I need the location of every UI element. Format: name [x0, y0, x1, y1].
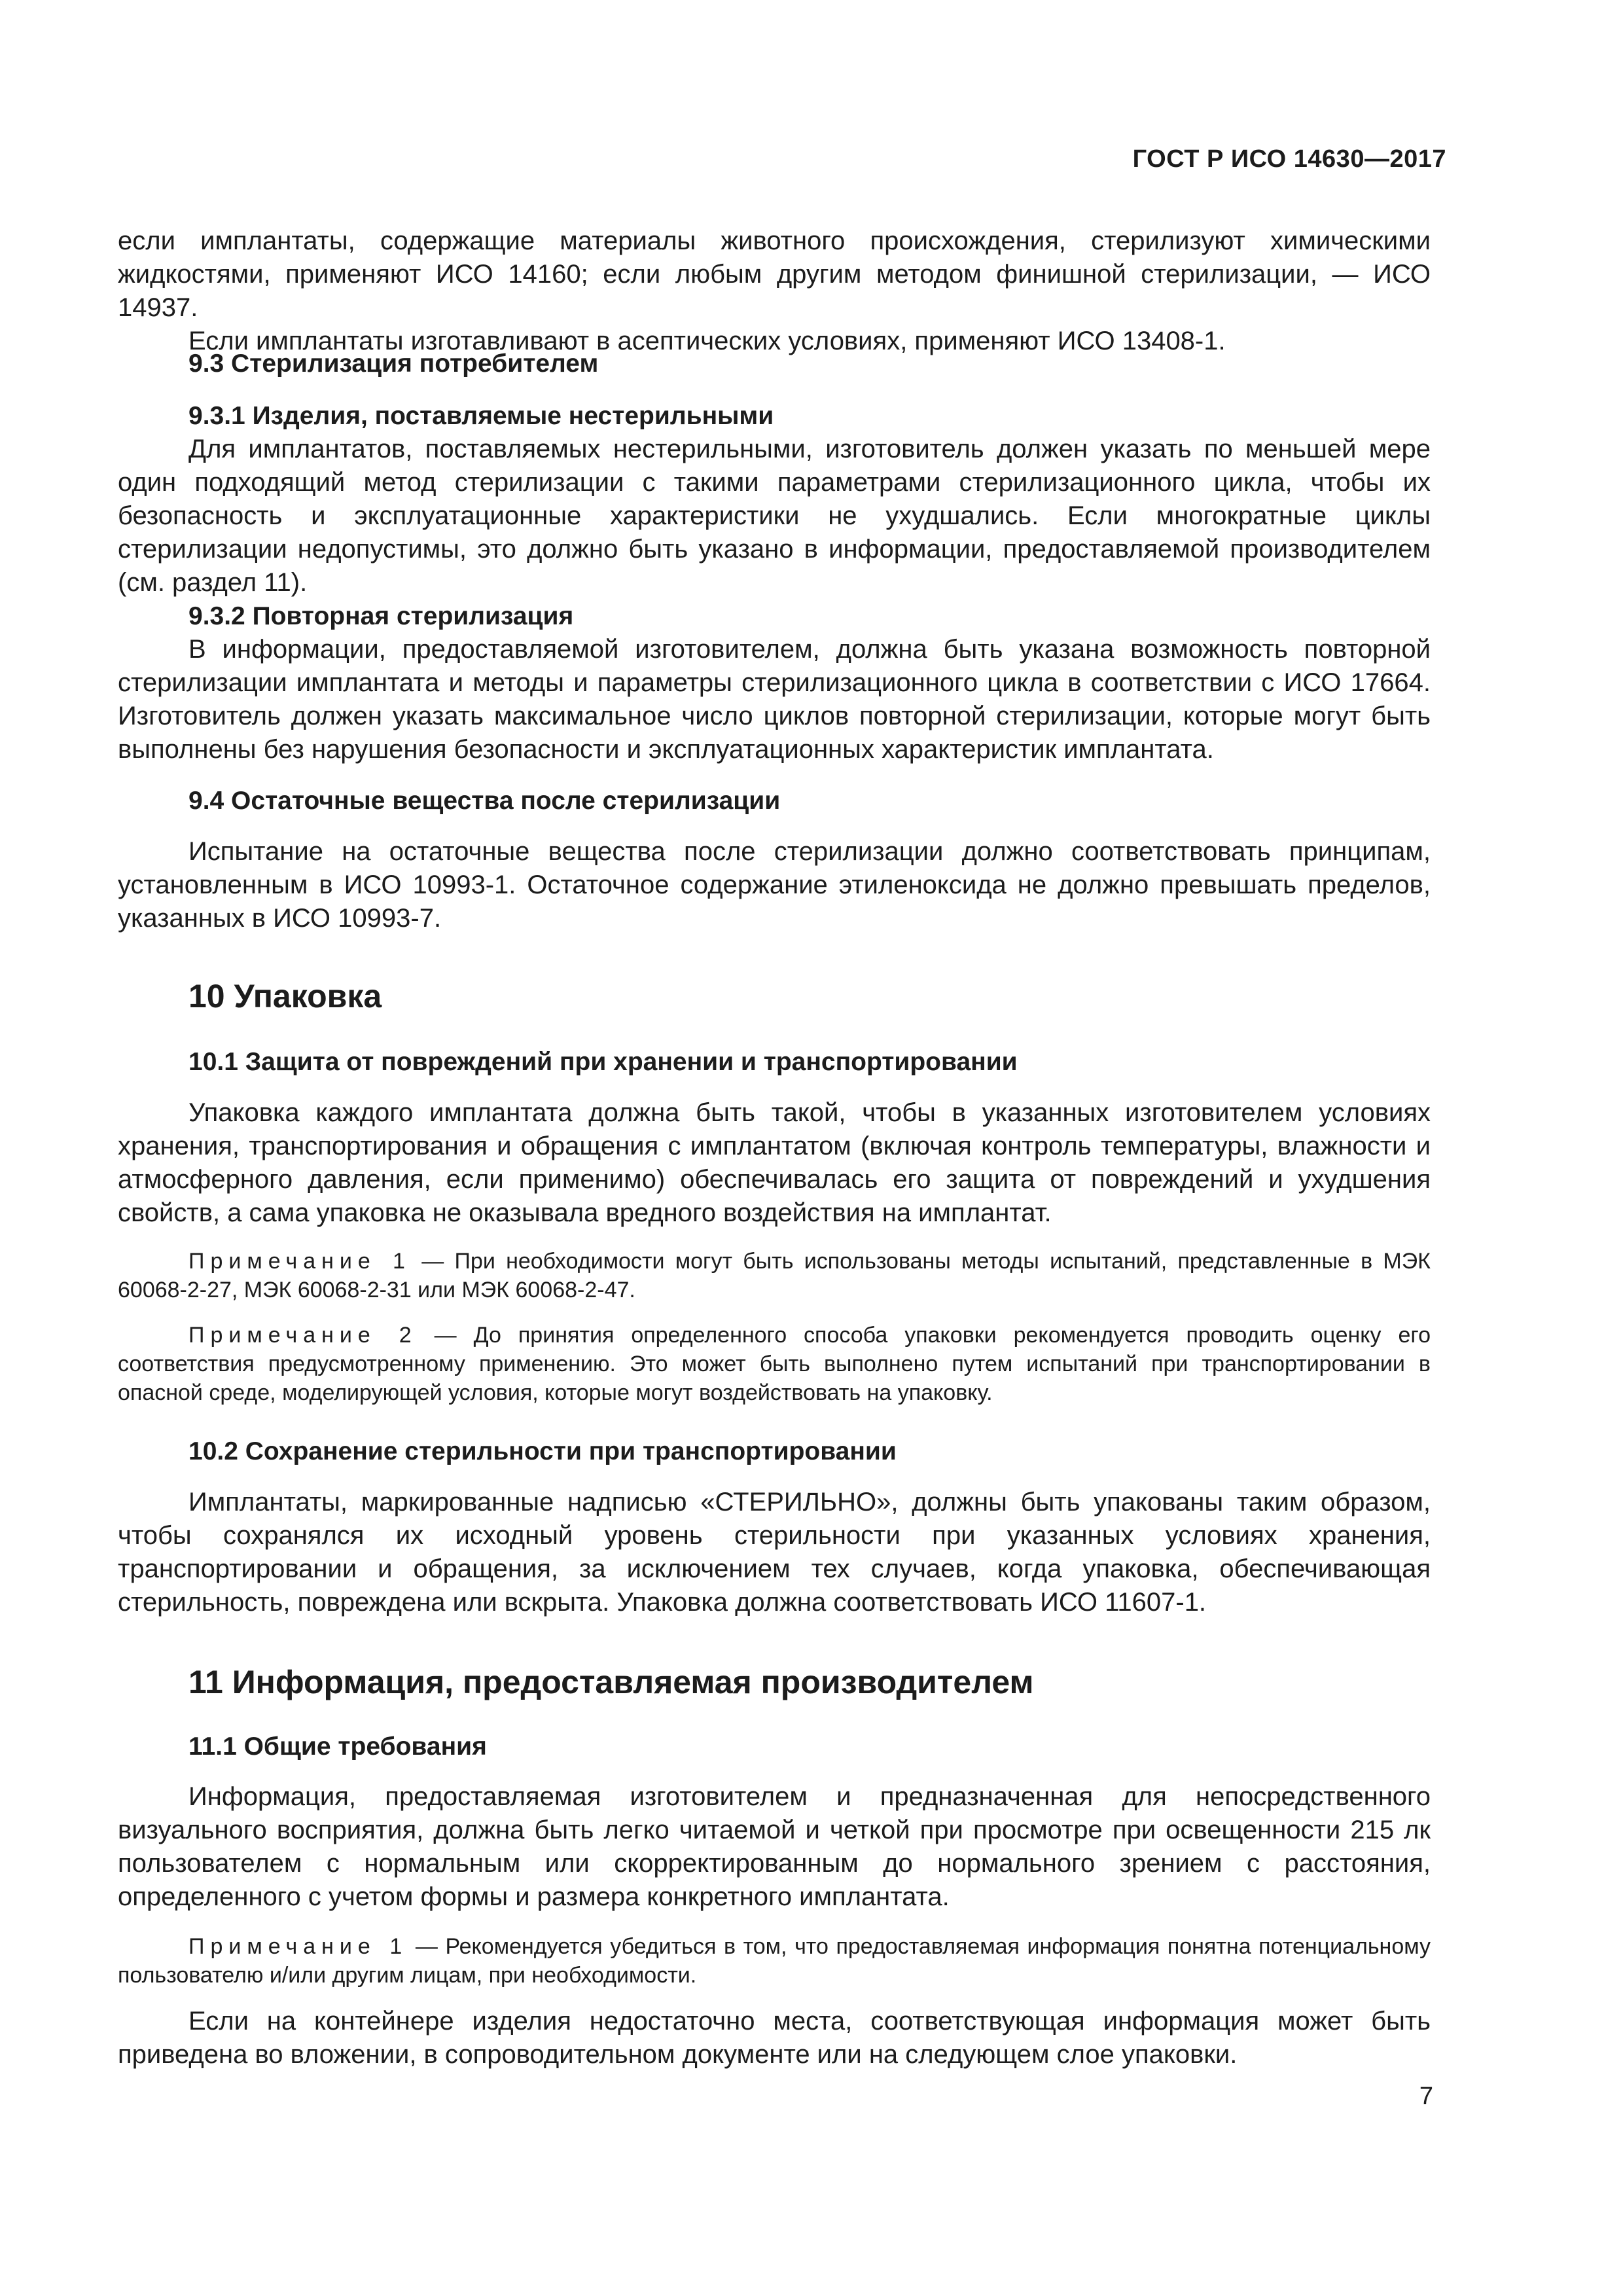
section-10-1-heading: 10.1 Защита от повреждений при хранении и транспортировании — [188, 1048, 1018, 1076]
paragraph-aseptic-manufacture: Если имплантаты изготавливают в асептических условиях, применяют ИСО 13408-1. — [188, 327, 1226, 355]
section-10-1-note-2 — [118, 1321, 1431, 1407]
section-9-3-1-heading: 9.3.1 Изделия, поставляемые нестерильными — [188, 402, 774, 430]
section-10-2-heading: 10.2 Сохранение стерильности при транспортировании — [188, 1437, 897, 1465]
section-9-4 — [118, 784, 1431, 817]
section-9-3-1 — [118, 399, 1431, 766]
section-9-4-body — [118, 835, 1431, 935]
section-11-1-final — [118, 2005, 1431, 2072]
document-code-header: ГОСТ Р ИСО 14630—2017 — [1132, 145, 1446, 173]
section-9-3-1-text: Для имплантатов, поставляемых нестерильными, изготовитель должен указать по меньшей мере один подходящий метод стерилизации с такими параметрами стерилизационного цикла, чтобы их безопасность и эксплуатационные характеристики не ухудшались. Если многократные циклы стерилизации недопустимы, это должно быть указано в информации, предоставляемой производителем (см. раздел 11). — [118, 435, 1431, 597]
section-10-2-body — [118, 1486, 1431, 1619]
page-number: 7 — [1419, 2083, 1433, 2110]
section-10-1 — [118, 1045, 1431, 1079]
section-11-1-heading: 11.1 Общие требования — [188, 1732, 487, 1761]
section-11-1-body — [118, 1780, 1431, 1914]
section-9-3-heading: 9.3 Стерилизация потребителем — [188, 350, 599, 378]
section-10-heading: 10 Упаковка — [188, 978, 382, 1014]
section-9-3-2-text: В информации, предоставляемой изготовителем, должна быть указана возможность повторной стерилизации имплантата и методы и параметры стерилизационного цикла в соответствии с ИСО 17664. Изготовитель должен указать максимальное число циклов повторной стерилизации, которые могут быть выполнены без нарушения безопасности и эксплуатационных характеристик имплантата. — [118, 635, 1431, 764]
section-9-3 — [118, 347, 1431, 380]
section-10-1-note-1 — [118, 1247, 1431, 1304]
section-9-4-text: Испытание на остаточные вещества после стерилизации должно соответствовать принципам, установленным в ИСО 10993-1. Остаточное содержание этиленоксида не должно превышать пределов, указанных в ИСО 10993-7. — [118, 837, 1431, 933]
note-text: — При необходимости могут быть использованы методы испытаний, представленные в МЭК 60068-2-27, МЭК 60068-2-31 или МЭК 60068-2-47. — [118, 1249, 1431, 1302]
note-label: Примечание 2 — [188, 1323, 418, 1348]
paragraph-sterilization-methods: если имплантаты, содержащие материалы животного происхождения, стерилизуют химическими жидкостями, применяют ИСО 14160; если любым другим методом финишной стерилизации, — ИСО 14937. — [118, 226, 1431, 322]
section-11-1-note-1 — [118, 1932, 1431, 1990]
section-11-1-final-text: Если на контейнере изделия недостаточно места, соответствующая информация может быть приведена во вложении, в сопроводительном документе или на следующем слое упаковки. — [118, 2007, 1431, 2069]
section-10-1-text: Упаковка каждого имплантата должна быть такой, чтобы в указанных изготовителем условиях хранения, транспортирования и обращения с имплантатом (включая контроль температуры, влажности и атмосферного давления, если применимо) обеспечивалась его защита от повреждений и ухудшения свойств, а сама упаковка не оказывала вредного воздействия на имплантат. — [118, 1098, 1431, 1227]
section-9-3-2-heading: 9.3.2 Повторная стерилизация — [188, 602, 574, 630]
section-9-2-continuation — [118, 224, 1431, 358]
note-text: — Рекомендуется убедиться в том, что предоставляемая информация понятна потенциальному пользователю и/или другим лицам, при необходимости. — [118, 1934, 1431, 1988]
note-label: Примечание 1 — [188, 1934, 408, 1959]
section-11-1 — [118, 1730, 1431, 1763]
section-10-2 — [118, 1435, 1431, 1468]
section-11-heading: 11 Информация, предоставляемая производителем — [188, 1664, 1034, 1700]
section-11-1-text: Информация, предоставляемая изготовителем и предназначенная для непосредственного визуального восприятия, должна быть легко читаемой и четкой при просмотре при освещенности 215 лк пользователем с нормальным или скорректированным до нормального зрением с расстояния, определенного с учетом формы и размера конкретного имплантата. — [118, 1782, 1431, 1911]
section-10 — [118, 977, 1431, 1016]
note-text: — До принятия определенного способа упаковки рекомендуется проводить оценку его соответствия предусмотренному применению. Это может быть выполнено путем испытаний при транспортировании в опасной среде, моделирующей условия, которые могут воздействовать на упаковку. — [118, 1323, 1431, 1405]
section-10-1-body — [118, 1096, 1431, 1230]
section-9-4-heading: 9.4 Остаточные вещества после стерилизации — [188, 787, 781, 815]
section-10-2-text: Имплантаты, маркированные надписью «СТЕРИЛЬНО», должны быть упакованы таким образом, чтобы сохранялся их исходный уровень стерильности при указанных условиях хранения, транспортировании и обращения, за исключением тех случаев, когда упаковка, обеспечивающая стерильность, повреждена или вскрыта. Упаковка должна соответствовать ИСО 11607-1. — [118, 1488, 1431, 1617]
note-label: Примечание 1 — [188, 1249, 411, 1274]
section-11 — [118, 1662, 1431, 1702]
